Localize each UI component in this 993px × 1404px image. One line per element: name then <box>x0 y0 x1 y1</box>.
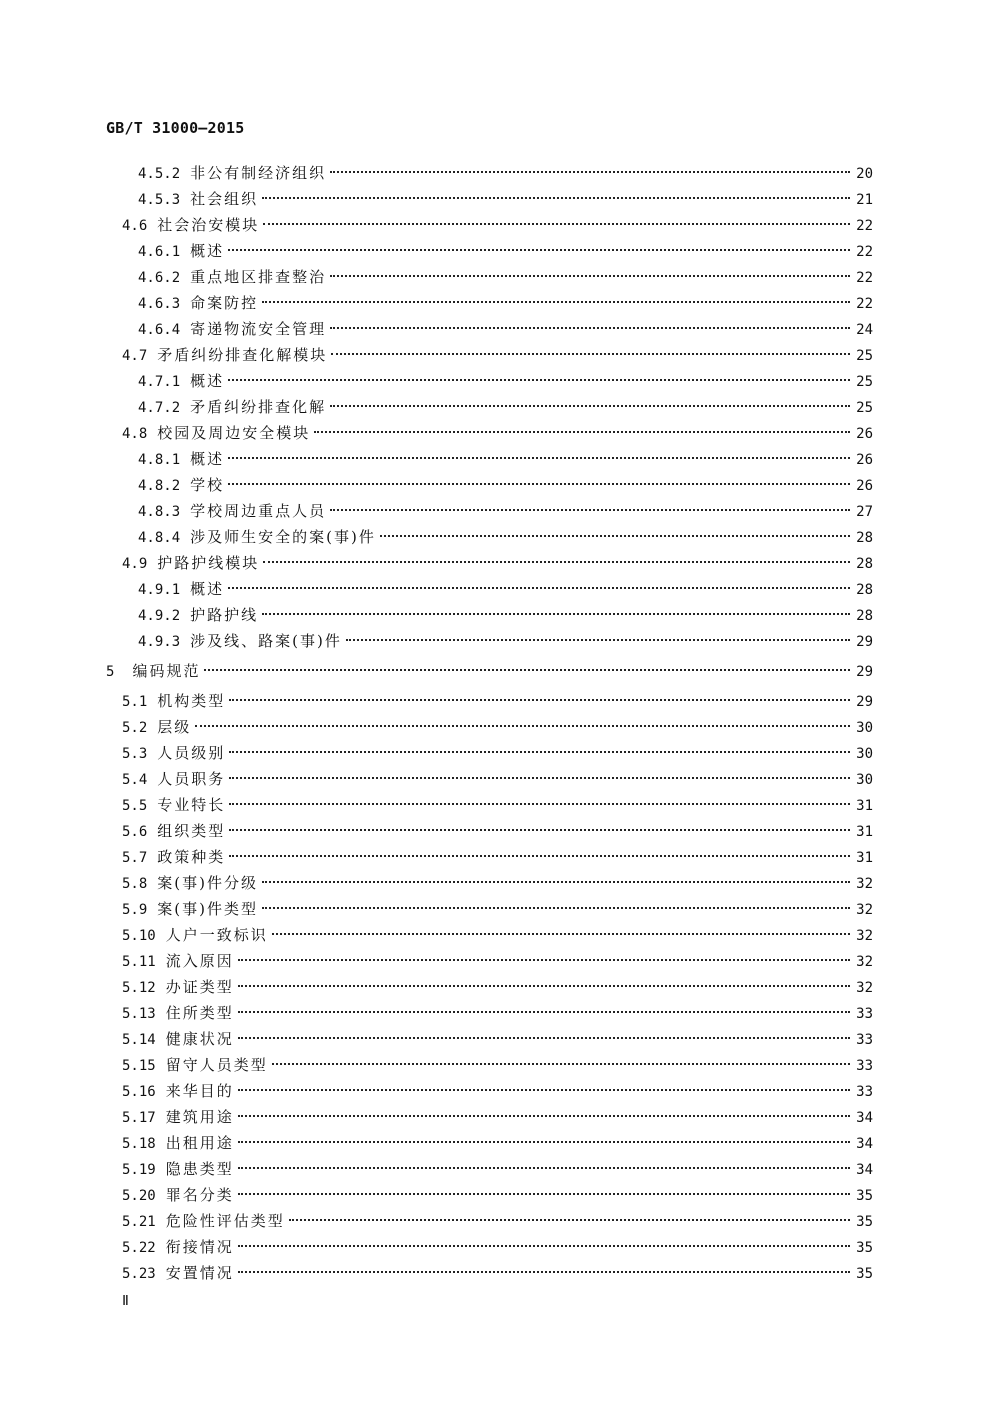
toc-leader-dots <box>229 803 850 805</box>
page-header-standard-code: GB/T 31000—2015 <box>106 119 245 137</box>
toc-leader-dots <box>330 327 850 329</box>
toc-entry-number: 5.12 <box>122 980 156 996</box>
toc-entry-number: 5.6 <box>122 824 148 840</box>
toc-entry-title: 危险性评估类型 <box>165 1212 285 1230</box>
toc-entry-page: 33 <box>856 1058 873 1074</box>
toc-entry-page: 35 <box>856 1266 873 1282</box>
toc-leader-dots <box>262 301 850 303</box>
toc-entry[interactable] <box>122 1054 873 1076</box>
toc-entry-number: 4.9.3 <box>138 634 181 650</box>
toc-entry[interactable] <box>122 1210 873 1232</box>
toc-leader-dots <box>238 1245 850 1247</box>
toc-entry[interactable] <box>122 924 873 946</box>
toc-entry[interactable] <box>122 1184 873 1206</box>
toc-entry-page: 33 <box>856 1032 873 1048</box>
toc-entry-title: 编码规范 <box>132 662 201 680</box>
toc-entry-title: 概述 <box>190 450 225 468</box>
toc-entry-page: 20 <box>856 166 873 182</box>
toc-entry[interactable] <box>122 422 873 444</box>
toc-entry-page: 33 <box>856 1006 873 1022</box>
toc-leader-dots <box>228 483 850 485</box>
toc-entry-number: 5.19 <box>122 1162 156 1178</box>
toc-entry-number: 4.8.3 <box>138 504 181 520</box>
toc-entry-page: 29 <box>856 664 873 680</box>
toc-entry-title: 案(事)件分级 <box>157 874 259 892</box>
toc-entry-page: 22 <box>856 218 873 234</box>
toc-entry[interactable] <box>138 526 873 548</box>
toc-entry-title: 机构类型 <box>157 692 226 710</box>
toc-entry[interactable] <box>122 552 873 574</box>
toc-entry[interactable] <box>122 1236 873 1258</box>
toc-entry[interactable] <box>122 872 873 894</box>
toc-entry-page: 28 <box>856 608 873 624</box>
toc-entry-page: 25 <box>856 374 873 390</box>
toc-entry-page: 35 <box>856 1214 873 1230</box>
toc-entry[interactable] <box>122 1002 873 1024</box>
toc-entry[interactable] <box>138 448 873 470</box>
toc-entry[interactable] <box>138 578 873 600</box>
toc-leader-dots <box>331 353 850 355</box>
toc-entry-title: 人员职务 <box>157 770 226 788</box>
toc-entry-title: 案(事)件类型 <box>157 900 259 918</box>
toc-entry-title: 学校 <box>190 476 225 494</box>
toc-leader-dots <box>229 751 850 753</box>
toc-entry-number: 5.17 <box>122 1110 156 1126</box>
toc-entry-page: 26 <box>856 426 873 442</box>
toc-entry-number: 4.9.1 <box>138 582 181 598</box>
toc-entry[interactable] <box>122 846 873 868</box>
toc-entry-title: 罪名分类 <box>165 1186 234 1204</box>
toc-leader-dots <box>229 829 850 831</box>
toc-entry-page: 30 <box>856 746 873 762</box>
toc-entry-title: 专业特长 <box>157 796 226 814</box>
toc-entry-page: 33 <box>856 1084 873 1100</box>
toc-leader-dots <box>330 171 850 173</box>
toc-entry-title: 寄递物流安全管理 <box>190 320 327 338</box>
toc-entry-title: 组织类型 <box>157 822 226 840</box>
toc-entry-number: 5.13 <box>122 1006 156 1022</box>
toc-entry-number: 4.7.2 <box>138 400 181 416</box>
toc-entry-title: 概述 <box>190 372 225 390</box>
toc-entry-page: 34 <box>856 1110 873 1126</box>
toc-entry-title: 建筑用途 <box>165 1108 234 1126</box>
toc-entry-number: 4.7.1 <box>138 374 181 390</box>
toc-leader-dots <box>262 613 850 615</box>
toc-entry-page: 28 <box>856 582 873 598</box>
toc-leader-dots <box>238 1167 850 1169</box>
toc-entry-title: 涉及线、路案(事)件 <box>190 632 342 650</box>
toc-entry-number: 4.6.2 <box>138 270 181 286</box>
toc-entry[interactable] <box>122 950 873 972</box>
toc-entry-number: 4.8.2 <box>138 478 181 494</box>
toc-entry-page: 35 <box>856 1188 873 1204</box>
toc-entry-number: 5.2 <box>122 720 148 736</box>
toc-leader-dots <box>228 587 850 589</box>
toc-entry-page: 30 <box>856 720 873 736</box>
toc-entry[interactable] <box>122 1028 873 1050</box>
toc-entry-page: 32 <box>856 980 873 996</box>
toc-entry-page: 31 <box>856 850 873 866</box>
toc-entry-title: 命案防控 <box>190 294 259 312</box>
toc-entry[interactable] <box>122 1262 873 1284</box>
toc-entry-number: 5.15 <box>122 1058 156 1074</box>
toc-entry-page: 35 <box>856 1240 873 1256</box>
toc-entry-page: 27 <box>856 504 873 520</box>
toc-entry-page: 30 <box>856 772 873 788</box>
toc-entry-page: 32 <box>856 928 873 944</box>
toc-entry-title: 出租用途 <box>165 1134 234 1152</box>
toc-leader-dots <box>228 379 850 381</box>
toc-entry[interactable] <box>138 318 873 340</box>
toc-entry-title: 矛盾纠纷排查化解 <box>190 398 327 416</box>
toc-entry-number: 5.20 <box>122 1188 156 1204</box>
toc-leader-dots <box>289 1219 850 1221</box>
toc-entry-number: 5.22 <box>122 1240 156 1256</box>
toc-entry-number: 5.11 <box>122 954 156 970</box>
toc-entry[interactable] <box>122 898 873 920</box>
toc-entry-title: 人户一致标识 <box>165 926 268 944</box>
toc-entry-number: 4.9.2 <box>138 608 181 624</box>
toc-entry-title: 社会治安模块 <box>157 216 260 234</box>
page-number: Ⅱ <box>122 1293 129 1309</box>
toc-entry-title: 涉及师生安全的案(事)件 <box>190 528 376 546</box>
toc-leader-dots <box>262 881 850 883</box>
toc-entry[interactable] <box>122 1132 873 1154</box>
toc-entry[interactable] <box>122 1080 873 1102</box>
toc-leader-dots <box>272 933 850 935</box>
toc-entry-title: 概述 <box>190 242 225 260</box>
toc-entry-page: 22 <box>856 270 873 286</box>
toc-leader-dots <box>238 1141 850 1143</box>
toc-entry-number: 5.1 <box>122 694 148 710</box>
toc-leader-dots <box>228 457 850 459</box>
toc-entry-page: 22 <box>856 244 873 260</box>
toc-leader-dots <box>238 1037 850 1039</box>
toc-leader-dots <box>263 561 850 563</box>
toc-leader-dots <box>228 249 850 251</box>
toc-entry-page: 26 <box>856 452 873 468</box>
toc-entry-page: 34 <box>856 1136 873 1152</box>
toc-entry-title: 流入原因 <box>165 952 234 970</box>
toc-leader-dots <box>229 777 850 779</box>
toc-leader-dots <box>229 699 850 701</box>
toc-entry-number: 5.5 <box>122 798 148 814</box>
toc-entry[interactable] <box>122 794 873 816</box>
toc-entry-page: 31 <box>856 798 873 814</box>
toc-entry[interactable] <box>138 292 873 314</box>
toc-entry-title: 重点地区排查整治 <box>190 268 327 286</box>
toc-entry[interactable] <box>122 820 873 842</box>
toc-entry[interactable] <box>138 162 873 184</box>
toc-leader-dots <box>204 669 850 671</box>
toc-entry-title: 护路护线模块 <box>157 554 260 572</box>
toc-entry-page: 22 <box>856 296 873 312</box>
toc-entry-page: 24 <box>856 322 873 338</box>
toc-leader-dots <box>238 1271 850 1273</box>
toc-entry[interactable] <box>138 240 873 262</box>
toc-entry-title: 社会组织 <box>190 190 259 208</box>
toc-entry-number: 4.6 <box>122 218 148 234</box>
toc-entry[interactable] <box>122 976 873 998</box>
toc-leader-dots <box>262 907 850 909</box>
toc-entry[interactable] <box>106 660 873 682</box>
toc-entry[interactable] <box>122 742 873 764</box>
toc-entry[interactable] <box>122 690 873 712</box>
toc-leader-dots <box>238 1089 850 1091</box>
toc-entry-number: 4.9 <box>122 556 148 572</box>
toc-entry-title: 健康状况 <box>165 1030 234 1048</box>
toc-entry-page: 25 <box>856 348 873 364</box>
toc-entry[interactable] <box>122 716 873 738</box>
toc-entry-title: 层级 <box>157 718 192 736</box>
toc-entry-title: 人员级别 <box>157 744 226 762</box>
toc-entry-number: 4.8.4 <box>138 530 181 546</box>
toc-leader-dots <box>346 639 850 641</box>
toc-entry-title: 住所类型 <box>165 1004 234 1022</box>
toc-leader-dots <box>272 1063 850 1065</box>
toc-entry[interactable] <box>122 214 873 236</box>
toc-entry[interactable] <box>138 370 873 392</box>
toc-entry-number: 5.16 <box>122 1084 156 1100</box>
toc-entry-number: 5.21 <box>122 1214 156 1230</box>
toc-entry-number: 5.14 <box>122 1032 156 1048</box>
toc-entry-page: 31 <box>856 824 873 840</box>
toc-entry-title: 办证类型 <box>165 978 234 996</box>
toc-entry[interactable] <box>138 396 873 418</box>
toc-entry-number: 5 <box>106 664 115 680</box>
toc-entry-page: 26 <box>856 478 873 494</box>
toc-entry-title: 矛盾纠纷排查化解模块 <box>157 346 328 364</box>
toc-leader-dots <box>330 405 850 407</box>
toc-entry-page: 32 <box>856 902 873 918</box>
toc-entry-title: 衔接情况 <box>165 1238 234 1256</box>
toc-entry-number: 4.5.2 <box>138 166 181 182</box>
toc-entry-number: 5.23 <box>122 1266 156 1282</box>
toc-entry-number: 5.3 <box>122 746 148 762</box>
toc-entry-title: 校园及周边安全模块 <box>157 424 311 442</box>
toc-leader-dots <box>238 1011 850 1013</box>
toc-entry-page: 28 <box>856 556 873 572</box>
toc-entry-title: 隐患类型 <box>165 1160 234 1178</box>
toc-leader-dots <box>330 509 850 511</box>
toc-entry-page: 32 <box>856 876 873 892</box>
toc-leader-dots <box>330 275 850 277</box>
toc-entry-number: 4.6.1 <box>138 244 181 260</box>
toc-leader-dots <box>238 1115 850 1117</box>
toc-entry[interactable] <box>138 604 873 626</box>
toc-entry-number: 4.8 <box>122 426 148 442</box>
toc-entry-number: 4.5.3 <box>138 192 181 208</box>
toc-leader-dots <box>263 223 850 225</box>
toc-entry-page: 29 <box>856 694 873 710</box>
toc-entry-number: 5.4 <box>122 772 148 788</box>
toc-leader-dots <box>262 197 850 199</box>
toc-entry-page: 21 <box>856 192 873 208</box>
toc-entry-number: 5.7 <box>122 850 148 866</box>
toc-entry[interactable] <box>122 344 873 366</box>
toc-entry[interactable] <box>138 500 873 522</box>
toc-entry-number: 4.6.3 <box>138 296 181 312</box>
toc-entry-title: 护路护线 <box>190 606 259 624</box>
toc-entry-title: 概述 <box>190 580 225 598</box>
toc-entry-page: 34 <box>856 1162 873 1178</box>
toc-entry-number: 4.7 <box>122 348 148 364</box>
toc-entry-title: 留守人员类型 <box>165 1056 268 1074</box>
toc-entry-title: 政策种类 <box>157 848 226 866</box>
toc-entry-number: 5.8 <box>122 876 148 892</box>
toc-entry[interactable] <box>138 630 873 652</box>
toc-leader-dots <box>229 855 850 857</box>
toc-leader-dots <box>238 985 850 987</box>
toc-entry-title: 安置情况 <box>165 1264 234 1282</box>
toc-entry-title: 非公有制经济组织 <box>190 164 327 182</box>
toc-entry-title: 来华目的 <box>165 1082 234 1100</box>
toc-leader-dots <box>238 1193 850 1195</box>
toc-leader-dots <box>314 431 850 433</box>
toc-entry[interactable] <box>138 266 873 288</box>
toc-entry-number: 4.6.4 <box>138 322 181 338</box>
toc-entry[interactable] <box>138 474 873 496</box>
toc-entry-number: 5.10 <box>122 928 156 944</box>
toc-entry[interactable] <box>122 768 873 790</box>
toc-entry-page: 29 <box>856 634 873 650</box>
toc-entry[interactable] <box>122 1106 873 1128</box>
toc-leader-dots <box>238 959 850 961</box>
toc-entry-title: 学校周边重点人员 <box>190 502 327 520</box>
toc-entry[interactable] <box>138 188 873 210</box>
toc-entry-number: 5.9 <box>122 902 148 918</box>
toc-leader-dots <box>380 535 850 537</box>
toc-entry[interactable] <box>122 1158 873 1180</box>
toc-entry-page: 32 <box>856 954 873 970</box>
toc-entry-number: 4.8.1 <box>138 452 181 468</box>
toc-leader-dots <box>195 725 850 727</box>
toc-entry-number: 5.18 <box>122 1136 156 1152</box>
toc-entry-page: 25 <box>856 400 873 416</box>
toc-entry-page: 28 <box>856 530 873 546</box>
